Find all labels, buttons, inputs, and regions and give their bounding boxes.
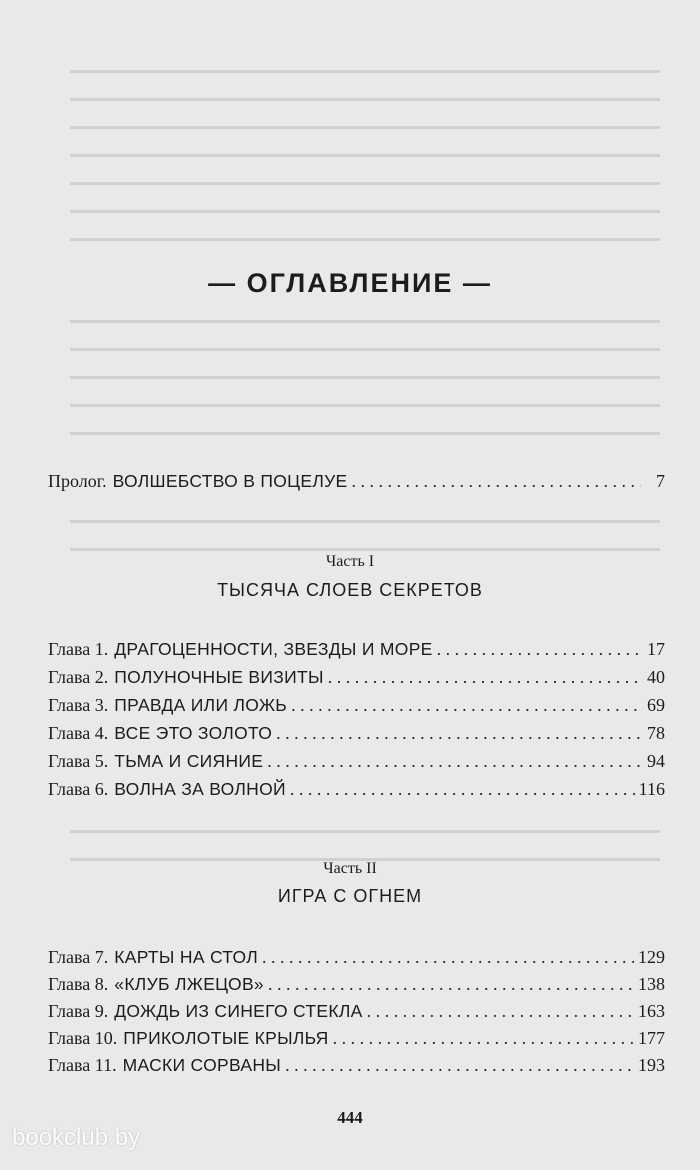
- entry-page-number: 40: [647, 667, 665, 687]
- entry-page-number: 163: [638, 1001, 665, 1021]
- entry-page-number: 7: [656, 471, 665, 491]
- entry-name: ДРАГОЦЕННОСТИ, ЗВЕЗДЫ И МОРЕ: [114, 639, 433, 659]
- entry-label: Глава 7.: [48, 947, 109, 967]
- show-through-line: [70, 182, 660, 185]
- entry-name: МАСКИ СОРВАНЫ: [122, 1055, 282, 1075]
- show-through-line: [70, 376, 660, 379]
- dot-leader: [328, 664, 641, 690]
- dot-leader: [268, 971, 634, 997]
- entry-page-number: 138: [638, 974, 665, 994]
- dot-leader: [267, 748, 641, 774]
- dot-leader: [352, 468, 641, 494]
- show-through-line: [70, 348, 660, 351]
- show-through-line: [70, 210, 660, 213]
- show-through-line: [70, 320, 660, 323]
- show-through-line: [70, 70, 660, 73]
- entry-page-number: 116: [638, 779, 665, 799]
- entry-page-number: 129: [638, 947, 665, 967]
- entry-page-number: 177: [638, 1028, 665, 1048]
- entry-name: ТЬМА И СИЯНИЕ: [114, 751, 264, 771]
- entry-name: ВОЛНА ЗА ВОЛНОЙ: [114, 779, 286, 799]
- entry-label: Глава 10.: [48, 1028, 118, 1048]
- entry-name: ПРАВДА ИЛИ ЛОЖЬ: [114, 695, 288, 715]
- toc-entry-chapter: [48, 776, 665, 802]
- dot-leader: [367, 998, 634, 1024]
- toc-entry-chapter: [48, 1025, 665, 1051]
- entry-label: Глава 1.: [48, 639, 109, 659]
- show-through-line: [70, 154, 660, 157]
- dot-leader: [276, 720, 641, 746]
- dot-leader: [285, 1052, 634, 1078]
- entry-page-number: 17: [647, 639, 665, 659]
- dot-leader: [437, 636, 641, 662]
- show-through-line: [70, 404, 660, 407]
- dot-leader: [291, 692, 641, 718]
- entry-label: Глава 8.: [48, 974, 109, 994]
- entry-label: Глава 4.: [48, 723, 109, 743]
- page-title: — ОГЛАВЛЕНИЕ —: [208, 268, 492, 298]
- entry-label: Глава 5.: [48, 751, 109, 771]
- show-through-line: [70, 548, 660, 551]
- dot-leader: [262, 944, 634, 970]
- toc-entry-chapter: [48, 636, 665, 662]
- part-number: Часть II: [323, 860, 377, 877]
- toc-entry-prologue: [48, 468, 665, 494]
- entry-label: Глава 2.: [48, 667, 109, 687]
- show-through-line: [70, 238, 660, 241]
- entry-name: ВОЛШЕБСТВО В ПОЦЕЛУЕ: [112, 471, 348, 491]
- dot-leader: [333, 1025, 634, 1051]
- entry-name: ПОЛУНОЧНЫЕ ВИЗИТЫ: [114, 667, 324, 687]
- toc-entry-chapter: [48, 664, 665, 690]
- show-through-line: [70, 126, 660, 129]
- toc-entry-chapter: [48, 720, 665, 746]
- entry-name: ПРИКОЛОТЫЕ КРЫЛЬЯ: [123, 1028, 329, 1048]
- toc-entry-chapter: [48, 998, 665, 1024]
- part-number: Часть I: [325, 553, 375, 570]
- part-title: ИГРА С ОГНЕМ: [277, 886, 423, 906]
- entry-name: «КЛУБ ЛЖЕЦОВ»: [114, 974, 264, 994]
- watermark: bookclub.by: [12, 1124, 141, 1151]
- toc-entry-chapter: [48, 971, 665, 997]
- toc-entry-chapter: [48, 692, 665, 718]
- entry-page-number: 193: [638, 1055, 665, 1075]
- show-through-line: [70, 520, 660, 523]
- toc-entry-chapter: [48, 1052, 665, 1078]
- toc-entry-chapter: [48, 944, 665, 970]
- show-through-line: [70, 830, 660, 833]
- entry-name: ДОЖДЬ ИЗ СИНЕГО СТЕКЛА: [114, 1001, 363, 1021]
- dot-leader: [290, 776, 635, 802]
- page-number: 444: [337, 1108, 363, 1127]
- entry-name: ВСЕ ЭТО ЗОЛОТО: [114, 723, 273, 743]
- toc-entry-chapter: [48, 748, 665, 774]
- entry-label: Глава 6.: [48, 779, 109, 799]
- entry-name: КАРТЫ НА СТОЛ: [114, 947, 259, 967]
- part-title: ТЫСЯЧА СЛОЕВ СЕКРЕТОВ: [217, 580, 483, 600]
- entry-label: Пролог.: [48, 471, 107, 491]
- entry-page-number: 69: [647, 695, 665, 715]
- entry-label: Глава 11.: [48, 1055, 117, 1075]
- entry-page-number: 78: [647, 723, 665, 743]
- entry-label: Глава 3.: [48, 695, 109, 715]
- entry-page-number: 94: [647, 751, 665, 771]
- show-through-line: [70, 98, 660, 101]
- show-through-line: [70, 432, 660, 435]
- entry-label: Глава 9.: [48, 1001, 109, 1021]
